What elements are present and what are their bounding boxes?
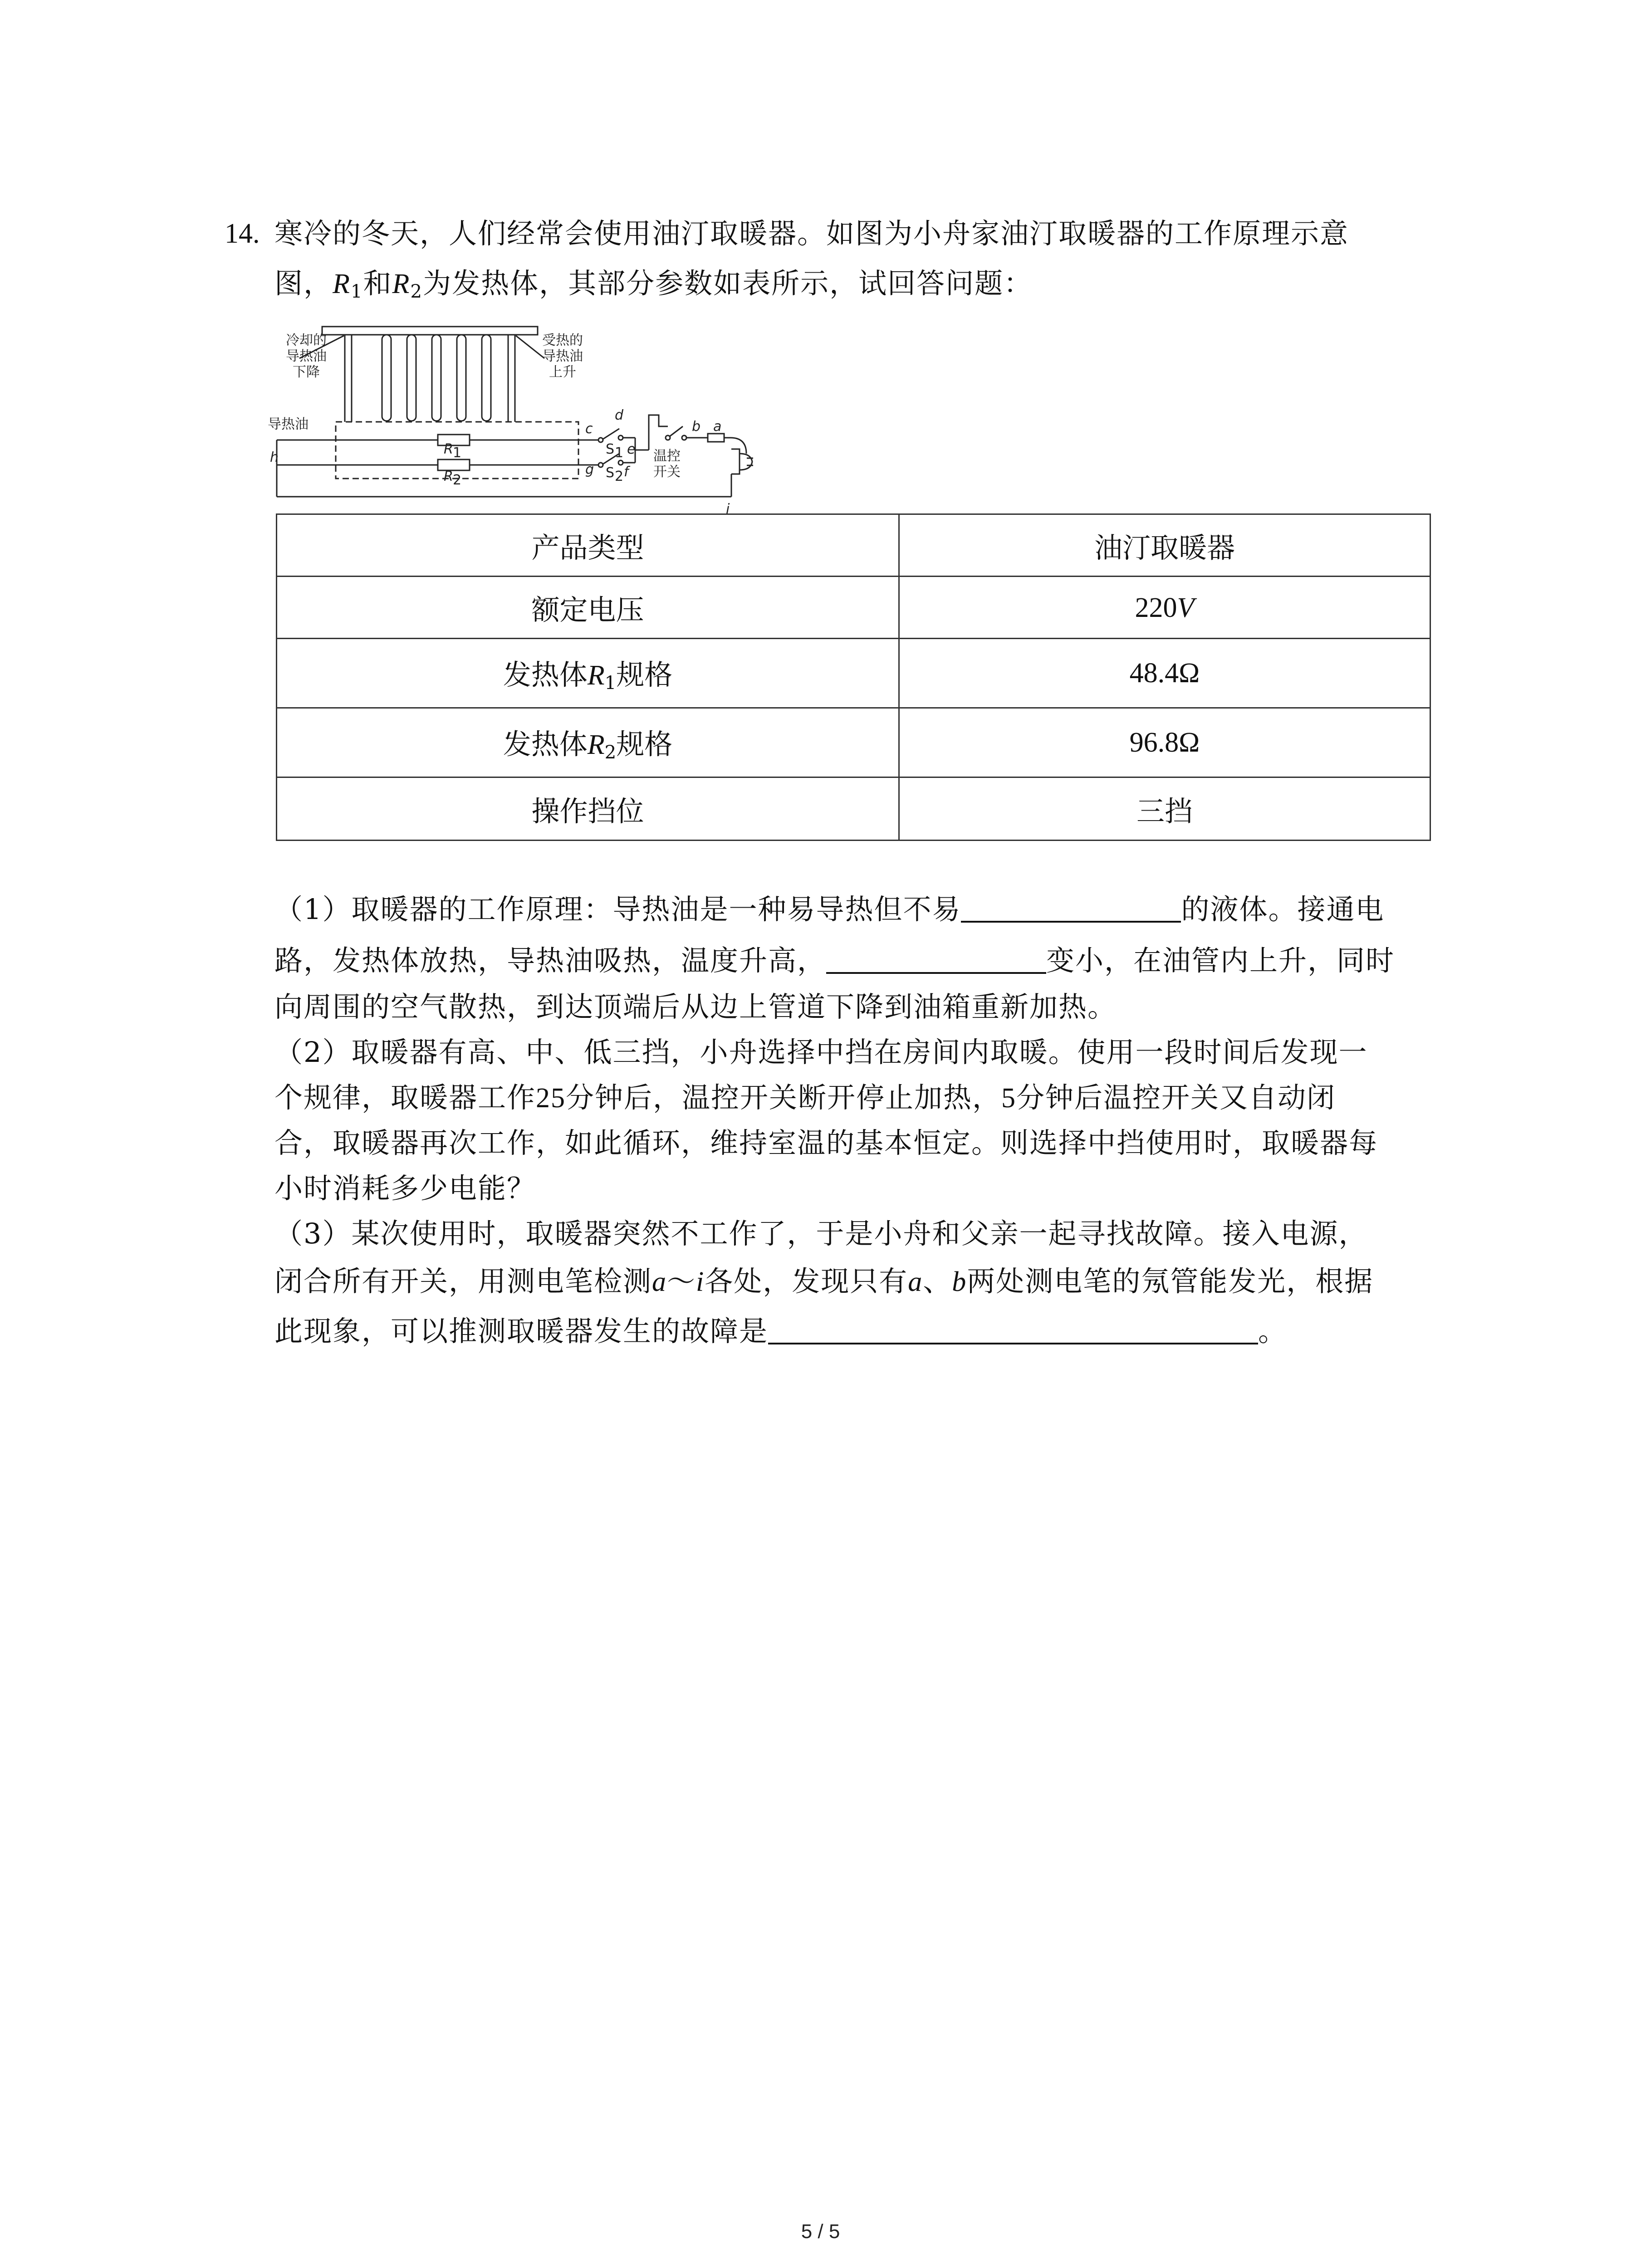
diagram-label-hot-oil-1: 受热的 [542, 332, 583, 348]
diagram-label-cool-oil-3: 下降 [293, 364, 320, 380]
table-cell-value: 油汀取暖器 [899, 514, 1430, 577]
part1-line3: 向周围的空气散热，到达顶端后从边上管道下降到油箱重新加热。 [274, 990, 1117, 1023]
page-number: 5 / 5 [801, 2220, 840, 2243]
question-number: 14. [225, 218, 260, 249]
part2-line1: （2）取暖器有高、中、低三挡，小舟选择中挡在房间内取暖。使用一段时间后发现一 [274, 1036, 1368, 1069]
diagram-label-r2: R [444, 469, 453, 484]
table-row [277, 639, 1430, 708]
part2-line4: 小时消耗多少电能？ [274, 1172, 536, 1205]
diagram-label-h: h [270, 450, 279, 465]
table-cell-label: 额定电压 [277, 577, 899, 639]
diagram-label-s1-sub: 1 [615, 445, 624, 461]
part3-line2: 闭合所有开关，用测电笔检测a～i各处，发现只有a、b两处测电笔的氖管能发光，根据 [274, 1265, 1374, 1298]
table-cell-label: 产品类型 [277, 514, 899, 577]
diagram-label-hot-oil-2: 导热油 [542, 348, 583, 364]
table-cell-value: 220V [899, 577, 1430, 639]
table-cell-value: 96.8Ω [899, 708, 1430, 777]
diagram-label-r2-sub: 2 [453, 472, 462, 488]
answer-blank-1[interactable] [961, 893, 1181, 923]
diagram-label-d: d [615, 407, 624, 423]
diagram-label-cool-oil-1: 冷却的 [286, 332, 327, 348]
part2-line3: 合，取暖器再次工作，如此循环，维持室温的基本恒定。则选择中挡使用时，取暖器每 [274, 1126, 1378, 1159]
part1-line2: 路，发热体放热，导热油吸热，温度升高， 变小，在油管内上升，同时 [274, 944, 1395, 977]
answer-blank-3[interactable] [768, 1315, 1258, 1344]
table-row [277, 708, 1430, 777]
part2-line2: 个规律，取暖器工作25分钟后，温控开关断开停止加热，5分钟后温控开关又自动闭 [274, 1081, 1336, 1114]
diagram-label-s1: S [606, 441, 615, 457]
table-cell-label: 发热体$R_2$规格 [277, 708, 899, 777]
question-intro-line1: 寒冷的冬天，人们经常会使用油汀取暖器。如图为小舟家油汀取暖器的工作原理示意 [274, 217, 1349, 250]
diagram-label-thermo-1: 温控 [653, 448, 681, 464]
diagram-label-oil: 导热油 [268, 416, 309, 432]
diagram-label-c: c [585, 421, 593, 437]
table-row [277, 577, 1430, 639]
part1-line1: （1）取暖器的工作原理：导热油是一种易导热但不易 的液体。接通电 [274, 893, 1385, 926]
diagram-label-r1-sub: 1 [453, 445, 462, 461]
table-cell-label: 操作挡位 [277, 777, 899, 841]
heater-circuit-diagram [268, 318, 753, 517]
diagram-label-b: b [692, 419, 701, 435]
question-intro-line2: 图，$R_1$和$R_2$为发热体，其部分参数如表所示，试回答问题： [274, 267, 1033, 303]
diagram-label-e: e [627, 441, 636, 457]
diagram-label-f: f [624, 464, 629, 480]
parameter-table [276, 513, 1431, 841]
diagram-label-s2-sub: 2 [615, 469, 624, 484]
diagram-label-i: i [726, 501, 730, 517]
diagram-label-cool-oil-2: 导热油 [286, 348, 327, 364]
table-cell-value: 三挡 [899, 777, 1430, 841]
answer-blank-2[interactable] [826, 944, 1046, 974]
diagram-label-hot-oil-3: 上升 [549, 364, 576, 380]
diagram-label-g: g [585, 462, 594, 478]
part3-line1: （3）某次使用时，取暖器突然不工作了，于是小舟和父亲一起寻找故障。接入电源， [274, 1217, 1368, 1250]
diagram-label-thermo-2: 开关 [653, 464, 681, 480]
diagram-label-a: a [713, 419, 722, 435]
part3-line3: 此现象，可以推测取暖器发生的故障是 。 [274, 1315, 1288, 1348]
table-cell-label: 发热体$R_1$规格 [277, 639, 899, 708]
diagram-label-s2: S [606, 465, 615, 481]
diagram-label-r1: R [444, 441, 453, 457]
table-row [277, 777, 1430, 841]
table-cell-value: 48.4Ω [899, 639, 1430, 708]
table-row [277, 514, 1430, 577]
